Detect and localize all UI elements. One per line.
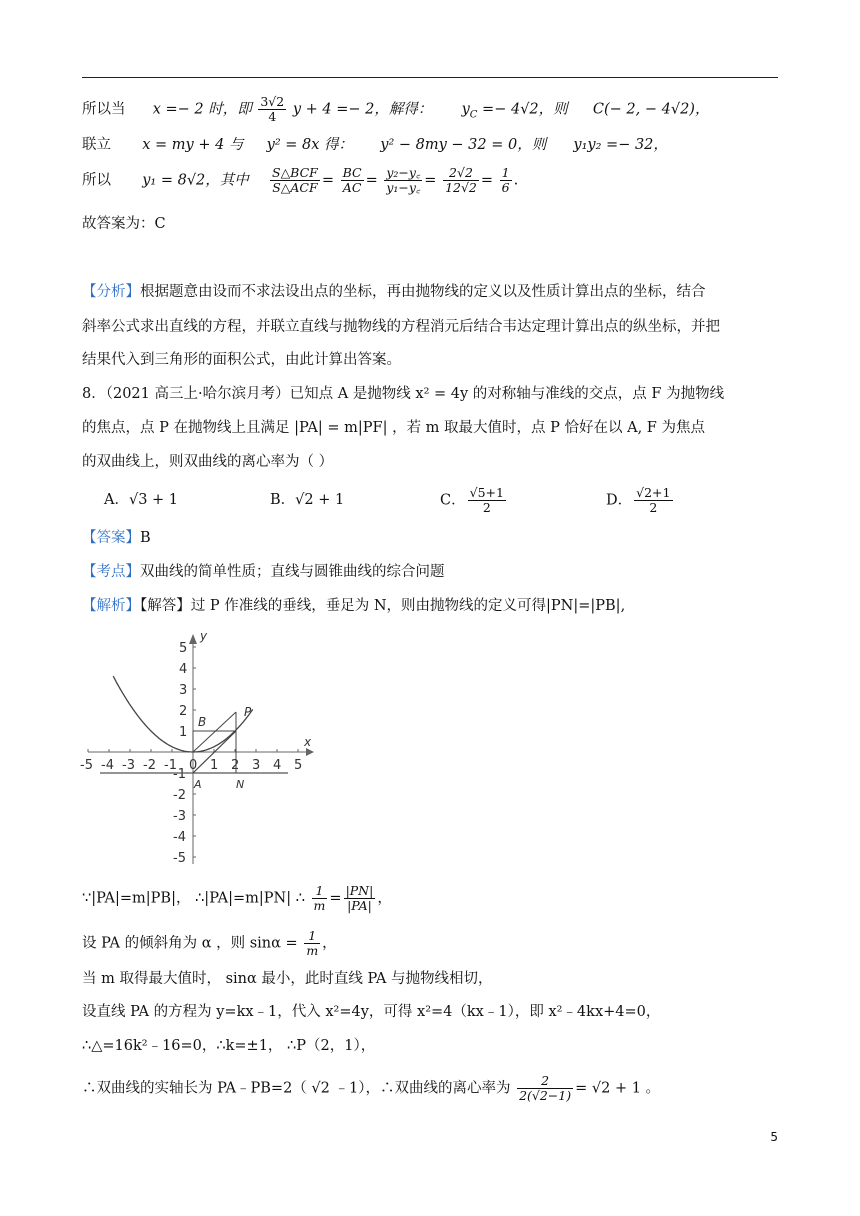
analysis-line-1: [82, 282, 706, 302]
solution-tag: 【解析】: [82, 598, 140, 614]
question-number: 8．: [82, 386, 106, 402]
parabola-graph: [80, 629, 324, 868]
fraction: $\frac{1}{m}$: [306, 928, 319, 958]
text: 联立: [82, 137, 111, 153]
x-tick-label: -4: [101, 758, 114, 773]
y-tick-label: -5: [173, 851, 186, 866]
fraction: $\frac{1}{6}$: [501, 165, 510, 195]
math: C(− 2, − 4√2)，: [592, 101, 710, 118]
analysis-line-2: 斜率公式求出直线的方程，并联立直线与抛物线的方程消元后结合韦达定理计算出点的纵坐标，并把: [82, 319, 720, 335]
point-p-label: P: [244, 705, 252, 719]
line-2: [82, 135, 668, 155]
solution-text: 【解答】过 P 作准线的垂线，垂足为 N，则由抛物线的定义可得|PN|=|PB|,: [140, 598, 626, 614]
math: y: [461, 101, 470, 118]
answer-row: [82, 528, 151, 548]
x-tick-label: 4: [273, 758, 282, 773]
keypoint-row: [82, 562, 445, 582]
y-tick-label: 4: [179, 662, 188, 677]
text: ∴双曲线的实轴长为 PA﹣PB=2（ √2 ﹣1），∴双曲线的离心率为: [82, 1080, 511, 1097]
q8-line-1: [82, 384, 724, 404]
option-b[interactable]: B．√2 + 1: [270, 492, 345, 508]
q8-line-2: 的焦点，点 P 在抛物线上且满足 |PA| = m|PF| ，若 m 取最大值时，点 P 恰好在以 A, F 为焦点: [82, 420, 705, 436]
y-tick-label: 3: [179, 683, 188, 698]
y-tick-label: -3: [173, 809, 186, 824]
q8-line-3: 的双曲线上，则双曲线的离心率为（ ）: [82, 454, 334, 470]
keypoint-value: 双曲线的简单性质；直线与圆锥曲线的综合问题: [140, 564, 445, 580]
line-3: 所以 y₁ = 8√2，其中 $\frac{\text{S△BCF}}{\text{S△ACF}}$ = $\frac{BC}{AC}$ = $\frac{\text{y₂−y꜀}}{\text{y₁−y꜀}}$ = $\frac{2√2}{12√2}$ = $\frac{1}{6}$ .: [82, 165, 519, 195]
header-rule: [82, 77, 778, 78]
text: 所以当: [82, 101, 126, 118]
page-number: 5: [770, 1130, 778, 1144]
step-6: ∴双曲线的实轴长为 PA﹣PB=2（ √2 ﹣1），∴双曲线的离心率为 $\frac{2}{2(√2-1)}$ = √2 + 1 。: [82, 1073, 661, 1103]
math: x = my + 4 与: [142, 137, 244, 153]
keypoint-tag: 【考点】: [82, 564, 140, 580]
math: y + 4 =− 2，解得：: [292, 101, 433, 118]
text: 根据题意由设而不求法设出点的坐标，再由抛物线的定义以及性质计算出点的坐标，结合: [140, 284, 706, 300]
y-tick-label: 5: [179, 641, 188, 656]
option-a[interactable]: A．√3 + 1: [104, 492, 179, 508]
step-1: ∵|PA|=m|PB|， ∴|PA|=m|PN| ∴ $\frac{1}{m}$ = $\frac{|PN|}{|PA|}$ ，: [82, 883, 392, 913]
text: ∵|PA|=m|PB|， ∴|PA|=m|PN| ∴: [82, 890, 305, 907]
y-tick-label: 1: [179, 725, 188, 740]
x-tick-label: -5: [80, 758, 93, 773]
point-b-label: B: [198, 715, 207, 729]
question-source: （2021 高三上·哈尔滨月考）: [105, 386, 290, 402]
step-5: ∴△=16k²﹣16=0，∴k=±1， ∴P（2，1），: [82, 1038, 376, 1054]
math: x =− 2 时，即: [152, 101, 252, 118]
text: 设 PA 的倾斜角为 α ，则 sinα =: [82, 935, 298, 952]
point-n-label: N: [236, 778, 245, 791]
fraction: $\frac{1}{m}$: [313, 883, 326, 913]
math: =− 4√2，则: [477, 101, 568, 118]
y-tick-label: 2: [179, 704, 188, 719]
math: y₁y₂ =− 32，: [573, 137, 668, 153]
axis-ticks: [80, 641, 302, 866]
y-axis-arrow: [189, 634, 197, 644]
math: y² = 8x 得：: [266, 137, 354, 153]
text: 所以: [82, 172, 111, 189]
y-tick-label: -2: [173, 788, 186, 803]
x-tick-label: -3: [122, 758, 135, 773]
option-c[interactable]: C． $\frac{√5+1}{2}$: [440, 485, 504, 515]
answer-tag: 【答案】: [82, 530, 140, 546]
step-2: 设 PA 的倾斜角为 α ，则 sinα = $\frac{1}{m}$ ，: [82, 928, 337, 958]
y-tick-label: -1: [173, 767, 186, 782]
answer-line: 故答案为：C: [82, 216, 166, 232]
x-tick-label: -1: [164, 758, 177, 773]
fraction: $\frac{\text{y₂−y꜀}}{\text{y₁−y꜀}}$: [386, 165, 421, 195]
fraction: $\frac{|PN|}{|PA|}$: [345, 883, 374, 913]
y-tick-label: -4: [173, 830, 186, 845]
answer-value: B: [140, 530, 151, 546]
fraction: $\frac{2√2}{12√2}$: [445, 165, 477, 195]
x-axis-label: x: [304, 735, 312, 749]
step-3: 当 m 取得最大值时， sinα 最小，此时直线 PA 与抛物线相切，: [82, 971, 493, 987]
subscript: C: [469, 109, 478, 121]
x-tick-label: 2: [231, 758, 240, 773]
line-1: [82, 95, 709, 125]
x-tick-label: 3: [252, 758, 261, 773]
text: 已知点 A 是抛物线 x² = 4y 的对称轴与准线的交点，点 F 为抛物线: [289, 386, 725, 402]
x-tick-label: 0: [189, 758, 198, 773]
x-tick-label: 1: [210, 758, 219, 773]
fraction: $\frac{3√2}{4}$: [260, 94, 285, 124]
fraction: $\frac{\text{S△BCF}}{\text{S△ACF}}$: [272, 165, 318, 195]
point-a-label: A: [194, 778, 202, 791]
x-axis-arrow: [306, 748, 314, 756]
x-tick-label: -2: [143, 758, 156, 773]
fraction: $\frac{2}{2(√2-1)}$: [519, 1073, 572, 1103]
math: y₁ = 8√2，其中: [142, 172, 249, 189]
option-d[interactable]: D． $\frac{√2+1}{2}$: [606, 485, 671, 515]
step-4: 设直线 PA 的方程为 y=kx﹣1，代入 x²=4y，可得 x²=4（kx﹣1），即 x²﹣4kx+4=0，: [82, 1004, 661, 1020]
fraction: $\frac{BC}{AC}$: [342, 165, 362, 195]
math: y² − 8my − 32 = 0，则: [380, 137, 547, 153]
y-axis-label: y: [200, 629, 208, 643]
analysis-line-3: 结果代入到三角形的面积公式，由此计算出答案。: [82, 352, 401, 368]
solution-row: [82, 596, 625, 616]
x-tick-label: 5: [294, 758, 303, 773]
analysis-tag: 【分析】: [82, 284, 140, 300]
